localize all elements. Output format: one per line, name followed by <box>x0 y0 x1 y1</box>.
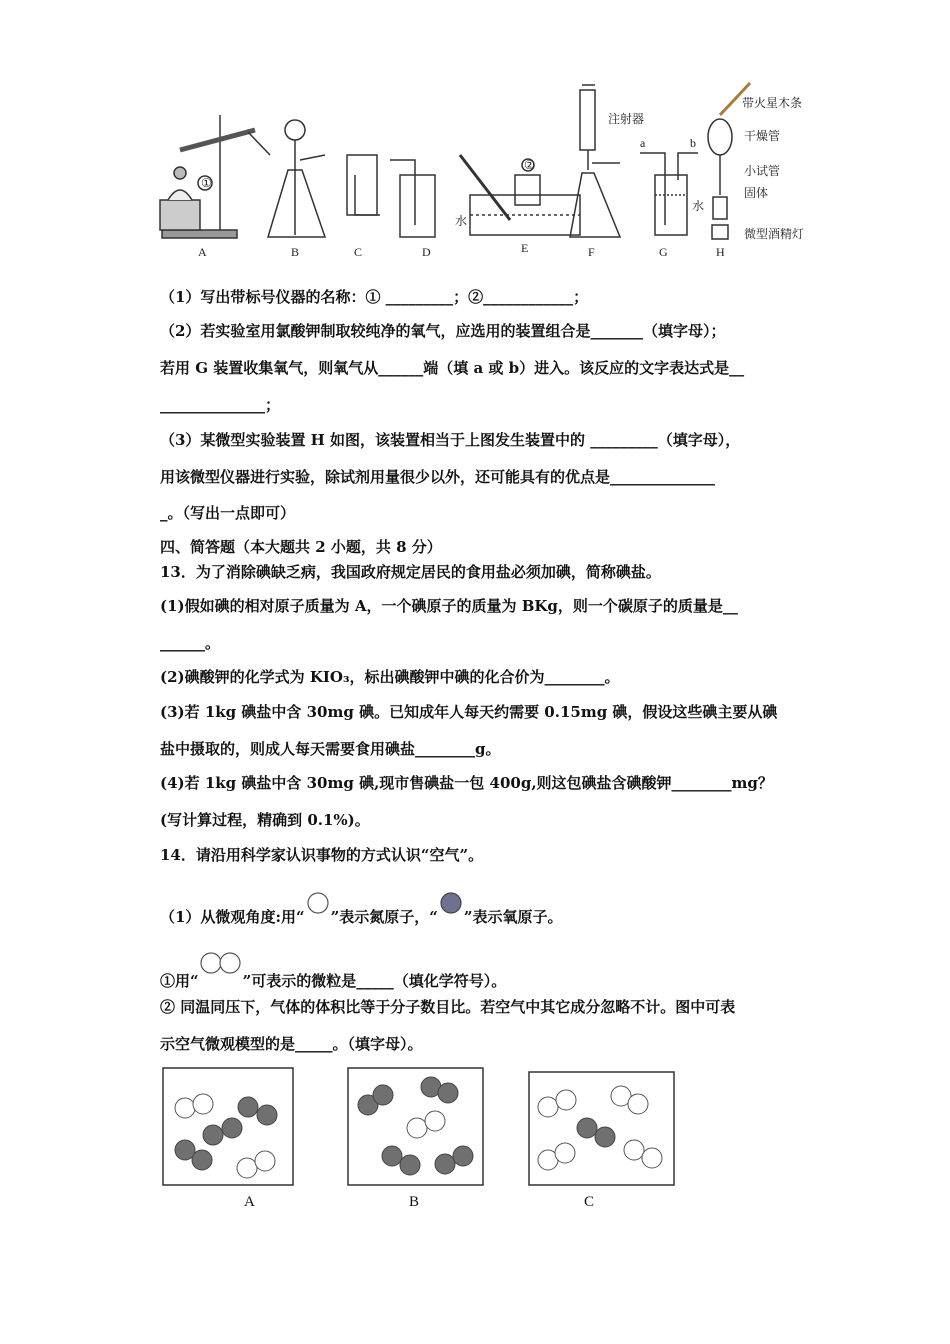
q14-sub1-line <box>160 950 506 991</box>
letter-e: E <box>521 241 529 255</box>
q13-part1-b: ______。 <box>160 634 221 652</box>
apparatus-g <box>640 153 698 235</box>
q13-part4-a: (4)若 1kg 碘盐中含 30mg 碘,现市售碘盐一包 400g,则这包碘盐含碘酸钾________mg？ <box>160 774 773 792</box>
q14-sub1-suffix: ”可表示的微粒是_____（填化学符号）。 <box>242 972 507 990</box>
q14-micro-line <box>160 890 563 927</box>
apparatus-d <box>390 160 435 237</box>
q12-part2-a: （2）若实验室用氯酸钾制取较纯净的氧气，应选用的装置组合是_______（填字母）； <box>160 322 726 340</box>
model-caption-c: C <box>584 1194 595 1210</box>
q12-part3-a: （3）某微型实验装置 H 如图，该装置相当于上图发生装置中的 _________（填字母）， <box>160 431 741 449</box>
model-figure <box>155 1060 685 1220</box>
water-label-e: 水 <box>455 214 468 228</box>
q13-part3-a: (3)若 1kg 碘盐中含 30mg 碘。已知成年人每天约需要 0.15mg 碘，假设这些碘主要从碘 <box>160 703 778 721</box>
q12-part1: （1）写出带标号仪器的名称：① _________；②____________； <box>160 288 589 306</box>
q13-part3-b: 盐中摄取的，则成人每天需要食用碘盐________g。 <box>160 740 501 758</box>
h-label-2: 小试管 <box>744 164 781 178</box>
label-2: ② <box>524 158 535 172</box>
letter-g: G <box>659 245 668 259</box>
h-label-0: 带火星木条 <box>742 96 803 110</box>
q14-sub2-a: ② 同温同压下，气体的体积比等于分子数目比。若空气中其它成分忽略不计。图中可表 <box>160 998 736 1016</box>
syringe-label: 注射器 <box>608 112 645 126</box>
model-box-b <box>348 1068 483 1185</box>
letter-h: H <box>716 245 725 259</box>
q14-micro-mid: ”表示氮原子，“ <box>330 908 438 926</box>
apparatus-e <box>460 155 580 235</box>
letter-a: A <box>198 245 207 259</box>
model-box-a <box>163 1068 293 1185</box>
nitrogen-atom-icon <box>305 890 331 916</box>
apparatus-b <box>268 120 325 237</box>
apparatus-figure <box>150 75 830 265</box>
port-a-label: a <box>640 136 646 150</box>
nitrogen-molecule-icon <box>199 950 243 976</box>
q13-part4-b: (写计算过程，精确到 0.1%)。 <box>160 811 370 829</box>
q14-micro-prefix: （1）从微观角度:用“ <box>160 908 305 926</box>
port-b-label: b <box>690 136 696 150</box>
h-label-4: 微型酒精灯 <box>744 227 805 241</box>
q13-part1-a: (1)假如碘的相对原子质量为 A，一个碘原子的质量为 BKg，则一个碳原子的质量是__ <box>160 597 738 615</box>
q13-part2: (2)碘酸钾的化学式为 KIO₃，标出碘酸钾中碘的化合价为________。 <box>160 668 620 686</box>
h-label-1: 干燥管 <box>744 129 781 143</box>
water-label-g: 水 <box>692 199 705 213</box>
apparatus-c <box>347 155 380 215</box>
oxygen-atom-icon <box>438 890 464 916</box>
q14-stem: 14．请沿用科学家认识事物的方式认识“空气”。 <box>160 846 484 864</box>
model-caption-a: A <box>244 1194 255 1210</box>
q14-sub2-b: 示空气微观模型的是_____。（填字母）。 <box>160 1035 423 1053</box>
letter-f: F <box>588 245 595 259</box>
model-box-c <box>529 1072 674 1185</box>
letter-d: D <box>422 245 431 259</box>
letter-b: B <box>291 245 300 259</box>
q12-part2-b: 若用 G 装置收集氧气，则氧气从______端（填 a 或 b）进入。该反应的文字表达式是__ <box>160 359 745 377</box>
h-label-3: 固体 <box>744 186 769 200</box>
q14-micro-suffix: ”表示氧原子。 <box>463 908 563 926</box>
q14-sub1-prefix: ①用“ <box>160 972 199 990</box>
letter-c: C <box>354 245 363 259</box>
q12-part2-c: ______________； <box>160 396 281 414</box>
section-heading: 四、简答题（本大题共 2 小题，共 8 分） <box>160 538 442 556</box>
q12-part3-c: _。（写出一点即可） <box>160 504 296 522</box>
label-1: ① <box>201 176 212 190</box>
apparatus-f <box>570 85 620 237</box>
apparatus-a <box>160 115 270 238</box>
model-caption-b: B <box>409 1194 420 1210</box>
q13-stem: 13．为了消除碘缺乏病，我国政府规定居民的食用盐必须加碘，简称碘盐。 <box>160 563 661 581</box>
q12-part3-b: 用该微型仪器进行实验，除试剂用量很少以外，还可能具有的优点是______________ <box>160 468 716 486</box>
